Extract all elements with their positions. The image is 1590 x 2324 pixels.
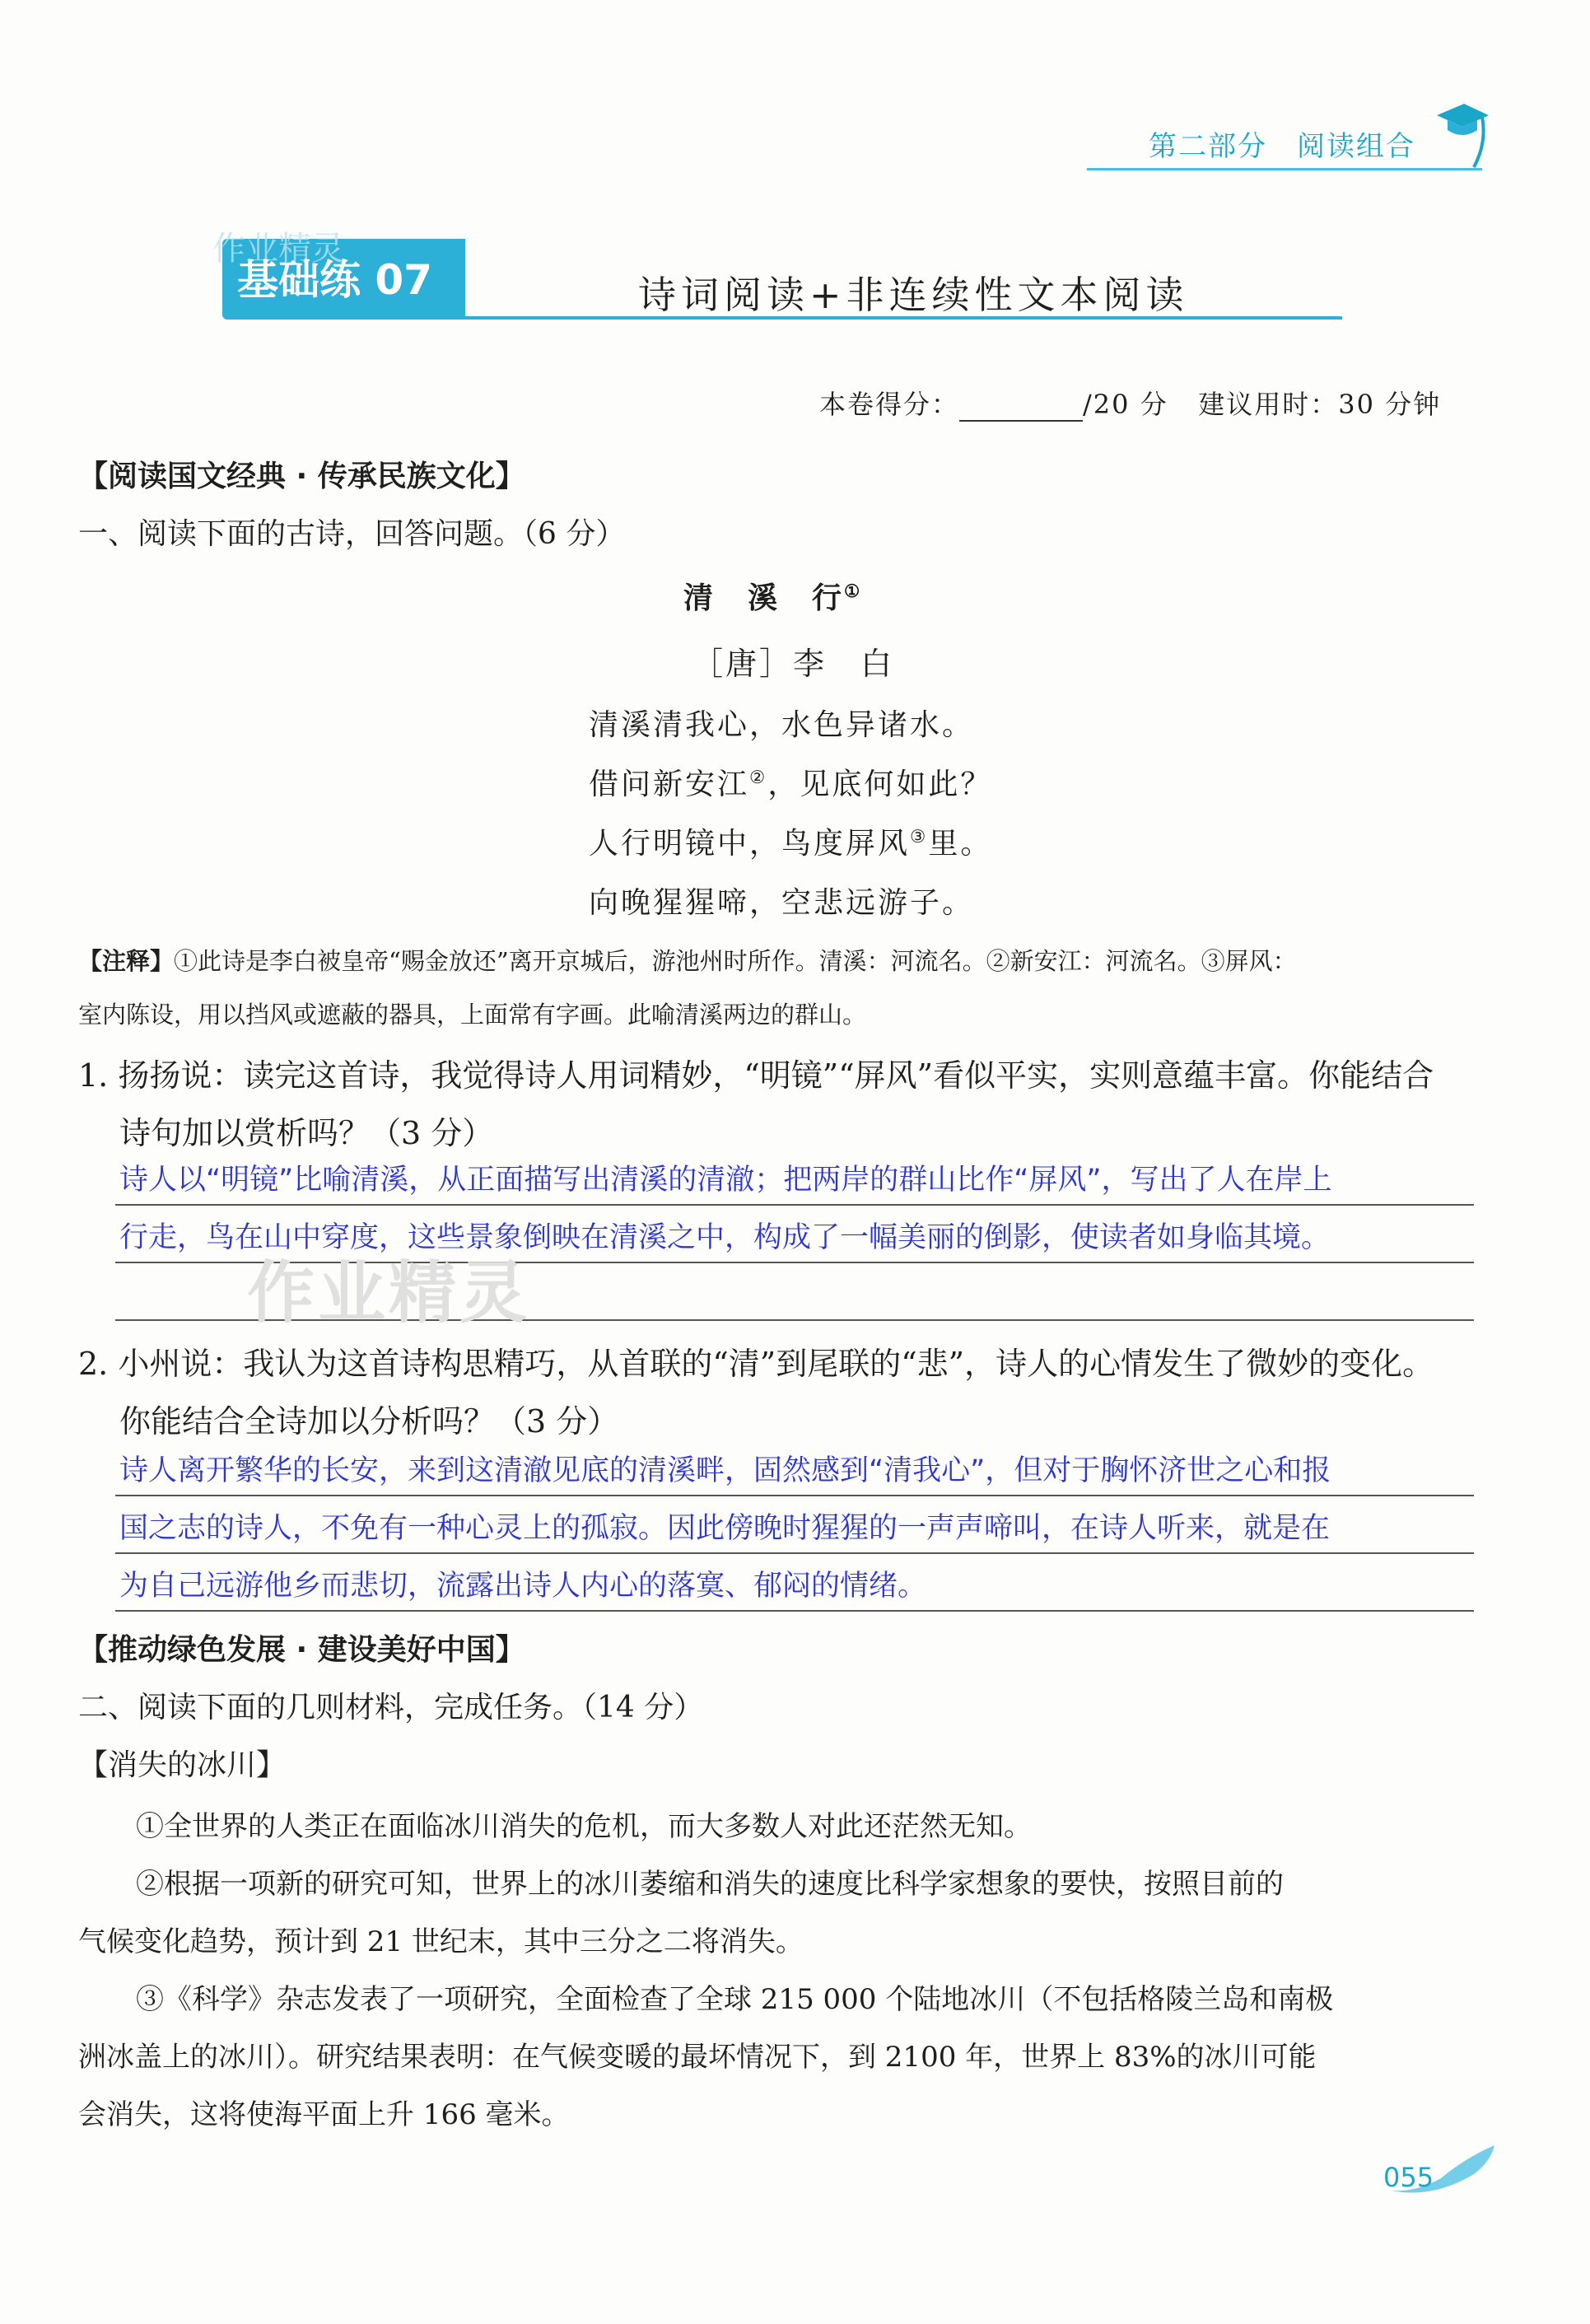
- topic-title: 诗词阅读+非连续性文本阅读: [638, 273, 1189, 317]
- suggested-time: 建议用时：30 分钟: [1198, 389, 1442, 420]
- q2-answer-line-3[interactable]: 为自己远游他乡而悲切，流露出诗人内心的落寞、郁闷的情绪。: [119, 1570, 927, 1603]
- annotation-text: ①此诗是李白被皇帝“赐金放还”离开京城后，游池州时所作。清溪：河流名。②新安江：河流名。③屏风：: [174, 947, 1297, 975]
- question-text: 扬扬说：读完这首诗，我觉得诗人用词精妙，“明镜”“屏风”看似平实，实则意蕴丰富。你能结合: [118, 1057, 1434, 1094]
- score-blank[interactable]: [959, 397, 1083, 422]
- q1-answer-line-1[interactable]: 诗人以“明镜”比喻清溪，从正面描写出清溪的清澈；把两岸的群山比作“屏风”，写出了人在岸上: [119, 1164, 1332, 1197]
- part2-heading: 【推动绿色发展 · 建设美好中国】: [78, 1633, 525, 1667]
- badge-watermark: 作业精灵: [212, 230, 344, 268]
- poem-line-3: [589, 820, 992, 862]
- question-1: [78, 1050, 1434, 1095]
- poem-author: ［唐］李 白: [692, 646, 895, 682]
- material-paragraph-2-line-1: ②根据一项新的研究可知，世界上的冰川萎缩和消失的速度比科学家想象的要快，按照目前的: [136, 1868, 1284, 1901]
- question-number: 1.: [78, 1057, 109, 1094]
- header-section-label: 第二部分 阅读组合: [1149, 130, 1415, 163]
- material-paragraph-3-line-2: 洲冰盖上的冰川）。研究结果表明：在气候变暖的最坏情况下，到 2100 年，世界上 83%的冰川可能: [78, 2041, 1317, 2074]
- poem-line-text: 清溪清我心，水色异诸水。: [589, 708, 975, 742]
- poem-line-text: 借问新安江: [589, 768, 750, 801]
- poem-line-text: 里。: [928, 827, 993, 861]
- question-1-line-2: 诗句加以赏析吗？（3 分）: [119, 1115, 494, 1151]
- graduation-cap-icon: [1433, 97, 1490, 171]
- exercise-badge-label: 基础练 07: [237, 256, 432, 304]
- watermark: 作业精灵: [247, 1254, 531, 1332]
- poem-line-text: 人行明镜中，鸟度屏风: [589, 827, 911, 861]
- score-label: 本卷得分：: [819, 389, 960, 420]
- answer-rule: [115, 1552, 1474, 1554]
- header-rule: [1087, 168, 1482, 170]
- question-2-line-2: 你能结合全诗加以分析吗？（3 分）: [119, 1403, 619, 1440]
- material-paragraph-3-line-3: 会消失，这将使海平面上升 166 毫米。: [78, 2098, 570, 2131]
- q2-answer-line-1[interactable]: 诗人离开繁华的长安，来到这清澈见底的清溪畔，固然感到“清我心”，但对于胸怀济世之心和报: [119, 1454, 1331, 1487]
- poem-line-4: [589, 880, 974, 922]
- question-text: 小州说：我认为这首诗构思精巧，从首联的“清”到尾联的“悲”，诗人的心情发生了微妙的变化。: [118, 1346, 1434, 1382]
- material-paragraph-1: ①全世界的人类正在面临冰川消失的危机，而大多数人对此还茫然无知。: [136, 1810, 1032, 1843]
- question-2: [78, 1338, 1434, 1384]
- annotation-line-1: [78, 943, 1297, 977]
- answer-rule: [115, 1204, 1474, 1206]
- annotation-label: 【注释】: [78, 947, 175, 975]
- score-line: [819, 384, 1441, 422]
- material-heading: 【消失的冰川】: [78, 1748, 287, 1782]
- poem-line-2: [589, 761, 992, 803]
- question-number: 2.: [78, 1346, 109, 1382]
- part1-heading: 【阅读国文经典 · 传承民族文化】: [78, 460, 525, 493]
- poem-title-note-mark: ①: [844, 581, 863, 602]
- poem-title: [683, 575, 862, 617]
- poem-note-mark: ③: [910, 827, 929, 847]
- page-number: 055: [1383, 2162, 1434, 2193]
- poem-title-text: 清 溪 行: [683, 581, 845, 615]
- part1-instruction: 一、阅读下面的古诗，回答问题。（6 分）: [78, 517, 626, 551]
- answer-rule: [115, 1495, 1474, 1496]
- answer-rule: [115, 1610, 1474, 1612]
- q1-answer-line-2[interactable]: 行走，鸟在山中穿度，这些景象倒映在清溪之中，构成了一幅美丽的倒影，使读者如身临其境。: [119, 1221, 1331, 1254]
- material-paragraph-3-line-1: ③《科学》杂志发表了一项研究，全面检查了全球 215 000 个陆地冰川（不包括格陵兰岛和南极: [136, 1983, 1334, 2016]
- material-paragraph-2-line-2: 气候变化趋势，预计到 21 世纪末，其中三分之二将消失。: [78, 1925, 804, 1958]
- part2-instruction: 二、阅读下面的几则材料，完成任务。（14 分）: [78, 1691, 704, 1724]
- poem-line-text: 向晚猩猩啼，空悲远游子。: [589, 886, 975, 920]
- poem-line-text: ，见底何如此？: [767, 768, 993, 801]
- annotation-line-2: 室内陈设，用以挡风或遮蔽的器具，上面常有字画。此喻清溪两边的群山。: [78, 1001, 867, 1029]
- poem-note-mark: ②: [749, 768, 768, 788]
- score-total: /20 分: [1083, 389, 1168, 420]
- poem-line-1: [589, 702, 974, 744]
- q2-answer-line-2[interactable]: 国之志的诗人，不免有一种心灵上的孤寂。因此傍晚时猩猩的一声声啼叫，在诗人听来，就是在: [119, 1512, 1331, 1545]
